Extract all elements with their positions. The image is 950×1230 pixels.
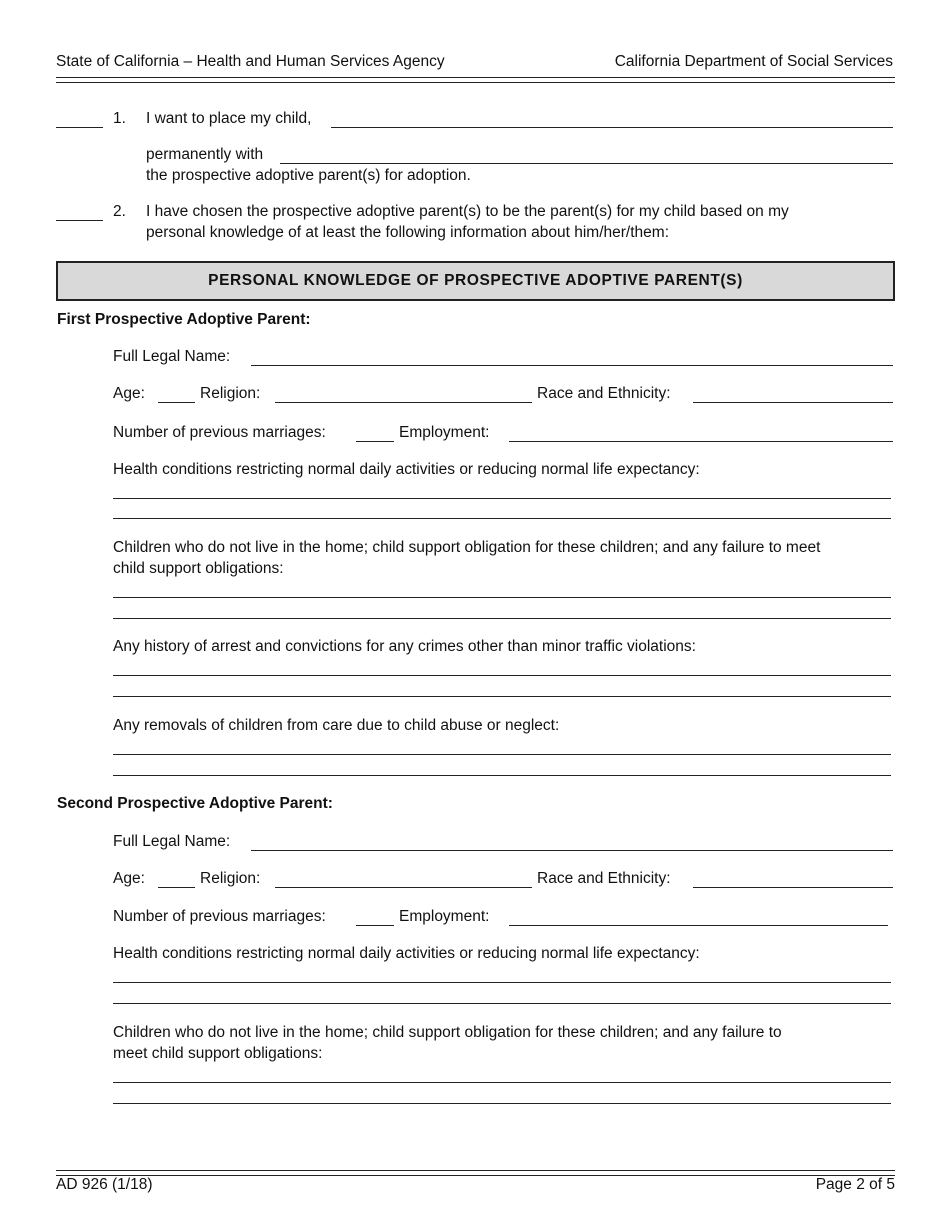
p2-employment-field[interactable] <box>509 909 888 926</box>
p1-health-answer-line-1[interactable] <box>113 498 891 499</box>
p2-age-label: Age: <box>113 870 145 887</box>
header-rule <box>56 77 895 83</box>
p1-children-question-line1: Children who do not live in the home; child support obligation for these children; and any failure to meet <box>113 539 821 556</box>
statement-1-label: I want to place my child, <box>146 110 312 127</box>
p2-race-field[interactable] <box>693 871 893 888</box>
p2-children-question-line2: meet child support obligations: <box>113 1045 323 1062</box>
header-agency: State of California – Health and Human Services Agency <box>56 53 445 70</box>
statement-2-number: 2. <box>113 203 126 220</box>
footer-page-number: Page 2 of 5 <box>815 1176 895 1193</box>
p2-full-name-label: Full Legal Name: <box>113 833 231 850</box>
p1-arrest-answer-line-1[interactable] <box>113 675 891 676</box>
header-department: California Department of Social Services <box>614 53 893 70</box>
p1-religion-field[interactable] <box>275 386 532 403</box>
child-name-field[interactable] <box>331 111 893 128</box>
p2-health-answer-line-2[interactable] <box>113 1003 891 1004</box>
second-parent-heading: Second Prospective Adoptive Parent: <box>57 795 333 812</box>
p1-race-field[interactable] <box>693 386 893 403</box>
statement-1-number: 1. <box>113 110 126 127</box>
p2-religion-field[interactable] <box>275 871 532 888</box>
p1-full-name-label: Full Legal Name: <box>113 348 231 365</box>
p2-children-answer-line-1[interactable] <box>113 1082 891 1083</box>
p2-children-answer-line-2[interactable] <box>113 1103 891 1104</box>
p1-children-answer-line-2[interactable] <box>113 618 891 619</box>
p2-health-question: Health conditions restricting normal daily activities or reducing normal life expectancy: <box>113 945 700 962</box>
statement-1-text: the prospective adoptive parent(s) for adoption. <box>146 167 471 184</box>
p1-race-label: Race and Ethnicity: <box>537 385 671 402</box>
p1-marriages-label: Number of previous marriages: <box>113 424 326 441</box>
p1-age-field[interactable] <box>158 386 195 403</box>
p1-removal-answer-line-2[interactable] <box>113 775 891 776</box>
statement-1-permanently-label: permanently with <box>146 146 264 163</box>
p2-marriages-field[interactable] <box>356 909 394 926</box>
p1-health-question: Health conditions restricting normal daily activities or reducing normal life expectancy: <box>113 461 700 478</box>
p1-full-name-field[interactable] <box>251 349 893 366</box>
statement-2-initials-field[interactable] <box>56 204 103 221</box>
statement-2-text-line1: I have chosen the prospective adoptive parent(s) to be the parent(s) for my child based on my <box>146 203 789 220</box>
p1-removal-answer-line-1[interactable] <box>113 754 891 755</box>
statement-1-initials-field[interactable] <box>56 111 103 128</box>
p1-religion-label: Religion: <box>200 385 261 402</box>
p2-religion-label: Religion: <box>200 870 261 887</box>
p1-employment-field[interactable] <box>509 425 893 442</box>
p2-marriages-label: Number of previous marriages: <box>113 908 326 925</box>
p1-health-answer-line-2[interactable] <box>113 518 891 519</box>
p1-arrest-question: Any history of arrest and convictions for any crimes other than minor traffic violations: <box>113 638 696 655</box>
p2-full-name-field[interactable] <box>251 834 893 851</box>
section-banner: PERSONAL KNOWLEDGE OF PROSPECTIVE ADOPTIVE PARENT(S) <box>56 261 895 301</box>
adoptive-parents-name-field[interactable] <box>280 147 893 164</box>
p1-marriages-field[interactable] <box>356 425 394 442</box>
p2-employment-label: Employment: <box>399 908 490 925</box>
footer-rule <box>56 1170 895 1176</box>
footer-form-id: AD 926 (1/18) <box>56 1176 153 1193</box>
p2-age-field[interactable] <box>158 871 195 888</box>
p2-children-question-line1: Children who do not live in the home; child support obligation for these children; and any failure to <box>113 1024 782 1041</box>
p1-children-answer-line-1[interactable] <box>113 597 891 598</box>
p1-age-label: Age: <box>113 385 145 402</box>
p2-race-label: Race and Ethnicity: <box>537 870 671 887</box>
p1-employment-label: Employment: <box>399 424 490 441</box>
p1-removal-question: Any removals of children from care due to child abuse or neglect: <box>113 717 560 734</box>
p1-children-question-line2: child support obligations: <box>113 560 284 577</box>
p2-health-answer-line-1[interactable] <box>113 982 891 983</box>
p1-arrest-answer-line-2[interactable] <box>113 696 891 697</box>
first-parent-heading: First Prospective Adoptive Parent: <box>57 311 311 328</box>
statement-2-text-line2: personal knowledge of at least the following information about him/her/them: <box>146 224 669 241</box>
